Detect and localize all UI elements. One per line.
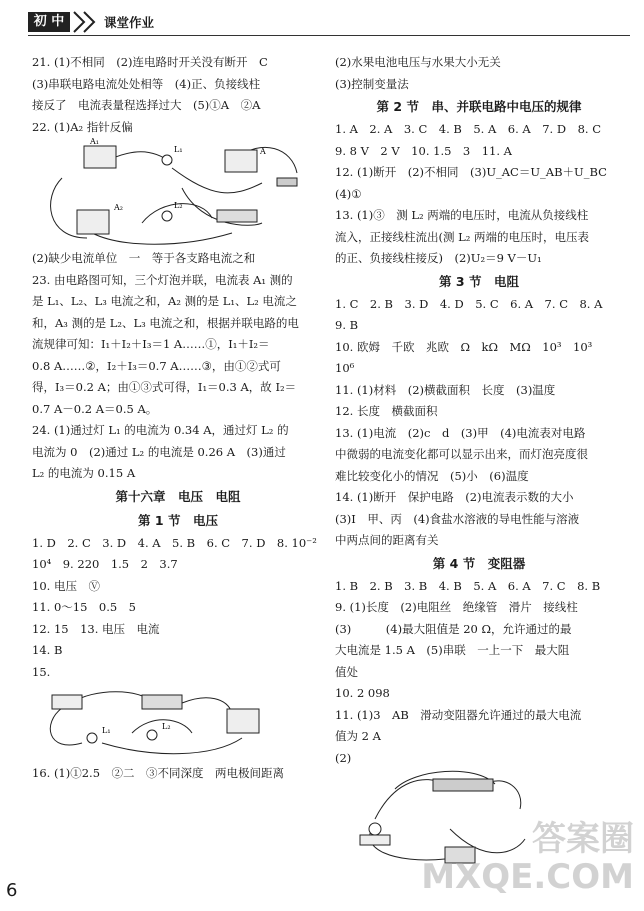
answer-line: 24. (1)通过灯 L₁ 的电流为 0.34 A，通过灯 L₂ 的 xyxy=(32,423,289,437)
section-heading: 第 1 节 电压 xyxy=(138,512,218,528)
circuit-figure-22 xyxy=(32,138,324,248)
answer-line: (2) xyxy=(335,750,352,765)
answer-line: 10⁴ 9. 220 1.5 2 3.7 xyxy=(32,557,178,571)
header-title: 课堂作业 xyxy=(104,15,155,30)
answer-line: 的正、负接线柱接反) (2)U₂＝9 V－U₁ xyxy=(335,251,542,265)
answer-line: 11. (1)材料 (2)横截面积 长度 (3)温度 xyxy=(335,382,556,397)
watermark xyxy=(421,820,634,896)
label-l2: L₂ xyxy=(174,201,183,210)
answer-line: 0.7 A－0.2 A＝0.5 A。 xyxy=(32,401,158,416)
label-a: A xyxy=(260,147,266,156)
page-number: 6 xyxy=(6,880,18,901)
answer-line: (3)串联电路电流处处相等 (4)正、负接线柱 xyxy=(32,76,261,91)
answer-line: (3) (4)最大阻值是 20 Ω，允许通过的最 xyxy=(335,621,572,636)
section-heading: 第 2 节 串、并联电路中电压的规律 xyxy=(376,99,582,114)
label-a2: A₂ xyxy=(114,203,123,212)
answer-line: 1. B 2. B 3. B 4. B 5. A 6. A 7. C 8. B xyxy=(335,578,601,593)
answer-line: 9. B xyxy=(335,318,359,332)
answer-line: 难比较变化小的情况 (5)小 (6)温度 xyxy=(335,468,529,483)
answer-line: 中微弱的电流变化都可以显示出来，而灯泡亮度很 xyxy=(335,447,588,461)
answer-line: (3)控制变量法 xyxy=(335,76,409,91)
answer-line: 21. (1)不相同 (2)连电路时开关没有断开 C xyxy=(32,55,268,69)
right-column xyxy=(335,52,623,869)
answer-line: 10⁶ xyxy=(335,361,355,375)
watermark-line1: 答案圈 xyxy=(532,819,634,859)
answer-line: 值处 xyxy=(335,664,358,679)
answer-line: 值为 2 A xyxy=(335,729,381,743)
answer-line: 和，A₃ 测的是 L₂、L₃ 电流之和，根据并联电路的电 xyxy=(32,315,299,330)
label-l2-b: L₂ xyxy=(162,722,171,731)
answer-line: 12. 15 13. 电压 电流 xyxy=(32,621,160,636)
answer-line: 10. 欧姆 千欧 兆欧 Ω kΩ MΩ 10³ 10³ xyxy=(335,339,593,354)
section-heading: 第 3 节 电阻 xyxy=(439,273,519,289)
page-header xyxy=(0,10,644,36)
answer-line: 22. (1)A₂ 指针反偏 xyxy=(32,119,133,134)
answer-line: 0.8 A……②，I₂＋I₃＝0.7 A……③，由①②式可 xyxy=(32,358,281,373)
answer-line: 流规律可知：I₁＋I₂＋I₃＝1 A……①，I₁＋I₂＝ xyxy=(32,337,270,351)
answer-line: 1. C 2. B 3. D 4. D 5. C 6. A 7. C 8. A xyxy=(335,296,603,311)
watermark-line2: MXQE.COM xyxy=(421,857,634,897)
label-a1: A₁ xyxy=(90,138,99,146)
answer-line: 11. 0～15 0.5 5 xyxy=(32,600,136,614)
answer-line: 接反了 电流表量程选择过大 (5)①A ②A xyxy=(32,98,261,112)
answer-line: 14. B xyxy=(32,643,63,657)
answer-line: (2)水果电池电压与水果大小无关 xyxy=(335,55,501,69)
left-column xyxy=(32,52,324,785)
circuit-diagram xyxy=(32,683,324,763)
answer-line: 14. (1)断开 保护电路 (2)电流表示数的大小 xyxy=(335,490,574,504)
answer-line: 电流为 0 (2)通过 L₂ 的电流是 0.26 A (3)通过 xyxy=(32,444,286,459)
answer-line: 13. (1)电流 (2)c d (3)甲 (4)电流表对电路 xyxy=(335,425,586,440)
circuit-figure-15 xyxy=(32,683,324,763)
answer-line: 10. 电压 Ⓥ xyxy=(32,578,100,593)
answer-line: 得，I₃＝0.2 A；由①③式可得，I₁＝0.3 A，故 I₂＝ xyxy=(32,380,297,394)
answer-line: (3)Ⅰ 甲、丙 (4)食盐水溶液的导电性能与溶液 xyxy=(335,511,580,526)
header-rule xyxy=(28,35,630,36)
answer-line: 15. xyxy=(32,664,51,679)
answer-line: 13. (1)③ 测 L₂ 两端的电压时，电流从负接线柱 xyxy=(335,208,589,222)
label-l1-b: L₁ xyxy=(102,726,111,735)
answer-line: 11. (1)3 AB 滑动变阻器允许通过的最大电流 xyxy=(335,707,582,722)
answer-line: 是 L₁、L₂、L₃ 电流之和，A₂ 测的是 L₁、L₂ 电流之 xyxy=(32,294,297,308)
answer-line: 9. 8 V 2 V 10. 1.5 3 11. A xyxy=(335,143,512,158)
answer-line: 16. (1)①2.5 ②二 ③不同深度 两电极间距离 xyxy=(32,766,285,780)
answer-line: (4)① xyxy=(335,186,362,201)
section-heading: 第 4 节 变阻器 xyxy=(432,555,526,571)
chapter-heading: 第十六章 电压 电阻 xyxy=(115,488,241,504)
answer-line: (2)缺少电流单位 一 等于各支路电流之和 xyxy=(32,251,256,265)
circuit-diagram xyxy=(32,138,324,248)
answer-line: 9. (1)长度 (2)电阻丝 绝缘管 滑片 接线柱 xyxy=(335,600,578,614)
answer-line: 12. (1)断开 (2)不相同 (3)U_AC＝U_AB＋U_BC xyxy=(335,165,607,179)
label-l1: L₁ xyxy=(174,145,183,154)
answer-line: 10. 2 098 xyxy=(335,686,390,700)
answer-line: 23. 由电路图可知，三个灯泡并联，电流表 A₁ 测的 xyxy=(32,272,293,287)
answer-line: 1. A 2. A 3. C 4. B 5. A 6. A 7. D 8. C xyxy=(335,122,602,136)
header-badge: 初 中 xyxy=(28,12,70,32)
answer-line: 中两点间的距离有关 xyxy=(335,533,439,547)
chevron-icon xyxy=(72,10,102,34)
answer-line: 1. D 2. C 3. D 4. A 5. B 6. C 7. D 8. 10⁻² xyxy=(32,535,317,550)
answer-line: L₂ 的电流为 0.15 A xyxy=(32,466,136,480)
answer-line: 12. 长度 横截面积 xyxy=(335,404,438,418)
answer-line: 流入，正接线柱流出(测 L₂ 两端的电压时，电压表 xyxy=(335,229,590,244)
answer-line: 大电流是 1.5 A (5)串联 一上一下 最大阻 xyxy=(335,643,570,657)
